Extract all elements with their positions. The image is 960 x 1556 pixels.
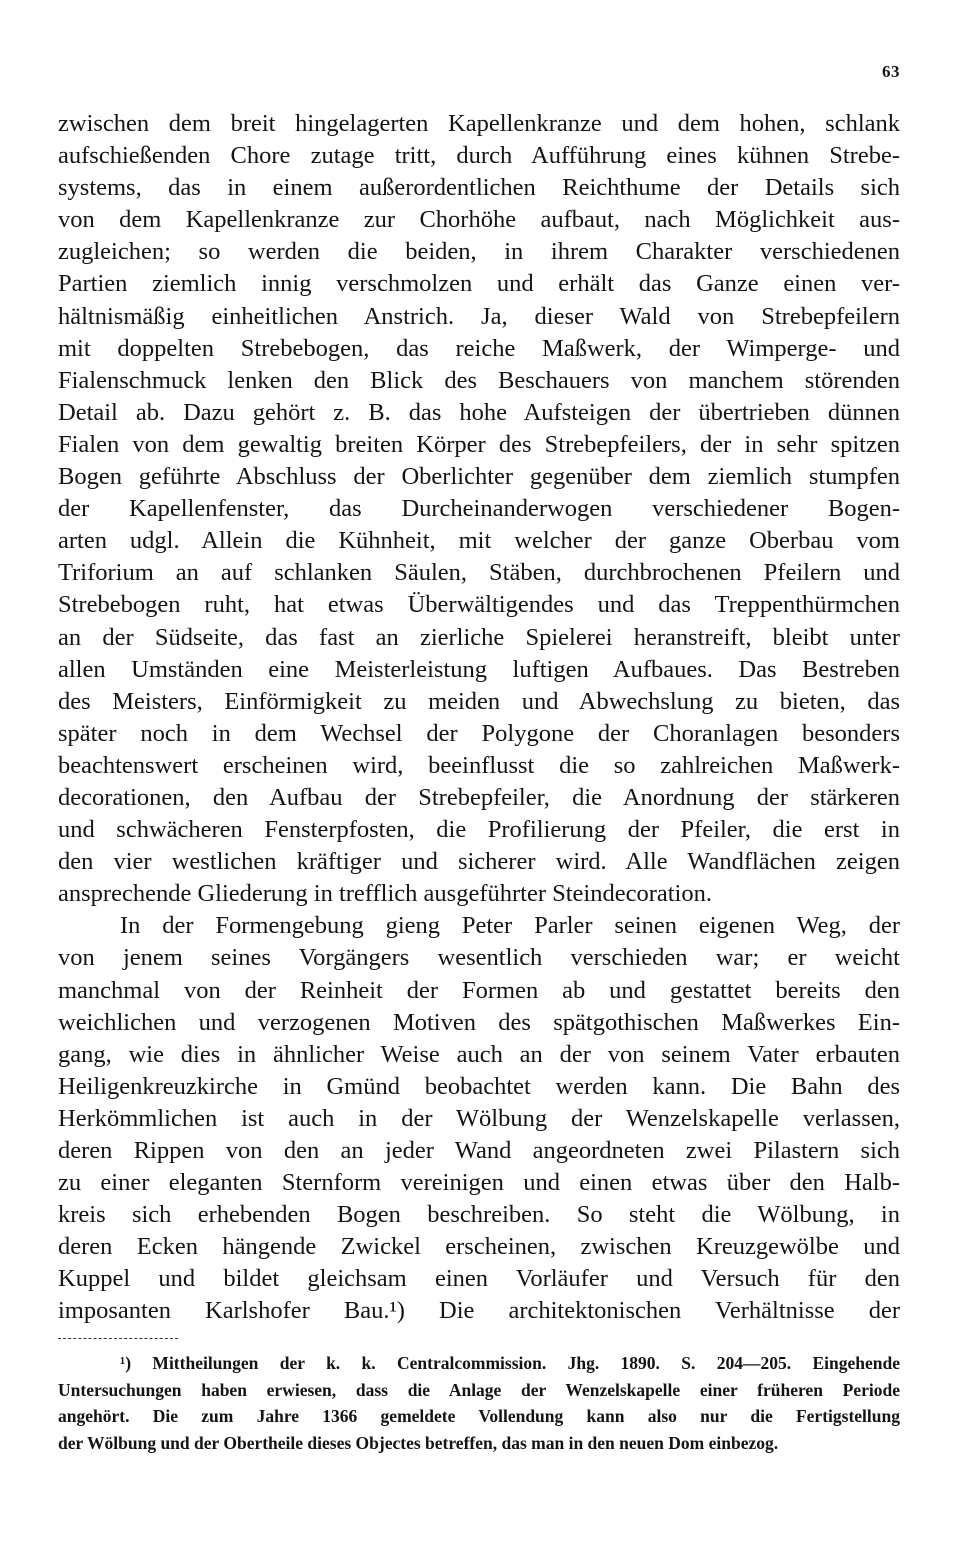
text-line: weichlichen und verzogenen Motiven des spätgothischen Maßwerkes Ein- [58,1008,900,1036]
text-line: Strebebogen ruht, hat etwas Überwältigendes und das Treppenthürmchen [58,591,900,619]
text-line: Partien ziemlich innig verschmolzen und erhält das Ganze einen ver- [58,270,900,298]
text-line: Fialenschmuck lenken den Blick des Beschauers von manchem störenden [58,366,900,394]
text-line: systems, das in einem außerordentlichen Reichthume der Details sich [58,174,900,202]
text-line: Fialen von dem gewaltig breiten Körper des Strebepfeilers, der in sehr spitzen [58,430,900,458]
text-line: Detail ab. Dazu gehört z. B. das hohe Aufsteigen der übertrieben dünnen [58,398,900,426]
text-line: den vier westlichen kräftiger und sicherer wird. Alle Wandflächen zeigen [58,848,900,876]
text-line: Herkömmlichen ist auch in der Wölbung der Wenzelskapelle verlassen, [58,1104,900,1132]
page-number: 63 [882,62,900,81]
text-line: Bogen geführte Abschluss der Oberlichter gegenüber dem ziemlich stumpfen [58,463,900,491]
text-line: kreis sich erhebenden Bogen beschreiben. So steht die Wölbung, in [58,1201,900,1229]
footnote-separator [58,1338,178,1339]
footnote-line: ¹) Mittheilungen der k. k. Centralcommission. Jhg. 1890. S. 204—205. Eingehende [120,1353,900,1373]
paragraph-2 [58,910,900,1327]
text-line: mit doppelten Strebebogen, das reiche Maßwerk, der Wimperge- und [58,334,900,362]
text-line: ansprechende Gliederung in trefflich ausgeführter Steindecoration. [58,880,712,908]
text-line: In der Formengebung gieng Peter Parler seinen eigenen Weg, der [120,912,900,940]
text-line: manchmal von der Reinheit der Formen ab und gestattet bereits den [58,976,900,1004]
body-text [58,108,900,1328]
text-line: aufschießenden Chore zutage tritt, durch Aufführung eines kühnen Strebe- [58,142,900,170]
text-line: beachtenswert erscheinen wird, beeinflusst die so zahlreichen Maßwerk- [58,751,900,779]
text-line: des Meisters, Einförmigkeit zu meiden und Abwechslung zu bieten, das [58,687,900,715]
text-line: später noch in dem Wechsel der Polygone der Choranlagen besonders [58,719,900,747]
text-line: decorationen, den Aufbau der Strebepfeiler, die Anordnung der stärkeren [58,783,900,811]
footnote-line: der Wölbung und der Obertheile dieses Objectes betreffen, das man in den neuen Dom einbezog. [58,1432,779,1453]
text-line: Kuppel und bildet gleichsam einen Vorläufer und Versuch für den [58,1265,900,1293]
text-line: allen Umständen eine Meisterleistung luftigen Aufbaues. Das Bestreben [58,655,900,683]
text-line: gang, wie dies in ähnlicher Weise auch an der von seinem Vater erbauten [58,1040,900,1068]
text-line: von jenem seines Vorgängers wesentlich verschieden war; er weicht [58,944,900,972]
text-line: von dem Kapellenkranze zur Chorhöhe aufbaut, nach Möglichkeit aus- [58,206,900,234]
text-line: und schwächeren Fensterpfosten, die Profilierung der Pfeiler, die erst in [58,816,900,844]
text-line: deren Ecken hängende Zwickel erscheinen, zwischen Kreuzgewölbe und [58,1233,900,1261]
text-line: zwischen dem breit hingelagerten Kapellenkranze und dem hohen, schlank [58,110,900,137]
text-line: hältnismäßig einheitlichen Anstrich. Ja, dieser Wald von Strebepfeilern [58,302,900,330]
text-line: deren Rippen von den an jeder Wand angeordneten zwei Pilastern sich [58,1137,900,1164]
text-line: der Kapellenfenster, das Durcheinanderwogen verschiedener Bogen- [58,495,900,523]
footnote-line: angehört. Die zum Jahre 1366 gemeldete Vollendung kann also nur die Fertigstellung [58,1406,900,1426]
text-line: zu einer eleganten Sternform vereinigen und einen etwas über den Halb- [58,1169,900,1197]
footnote [58,1350,900,1456]
text-line: arten udgl. Allein die Kühnheit, mit welcher der ganze Oberbau vom [58,527,900,555]
text-line: Triforium an auf schlanken Säulen, Stäben, durchbrochenen Pfeilern und [58,559,900,587]
text-line: an der Südseite, das fast an zierliche Spielerei heranstreift, bleibt unter [58,623,900,651]
text-line: zugleichen; so werden die beiden, in ihrem Charakter verschiedenen [58,238,900,266]
text-line: imposanten Karlshofer Bau.¹) Die architektonischen Verhältnisse der [58,1297,900,1325]
text-line: Heiligenkreuzkirche in Gmünd beobachtet werden kann. Die Bahn des [58,1072,900,1100]
paragraph-1 [58,108,900,910]
footnote-line: Untersuchungen haben erwiesen, dass die Anlage der Wenzelskapelle einer früheren Periode [58,1379,900,1400]
